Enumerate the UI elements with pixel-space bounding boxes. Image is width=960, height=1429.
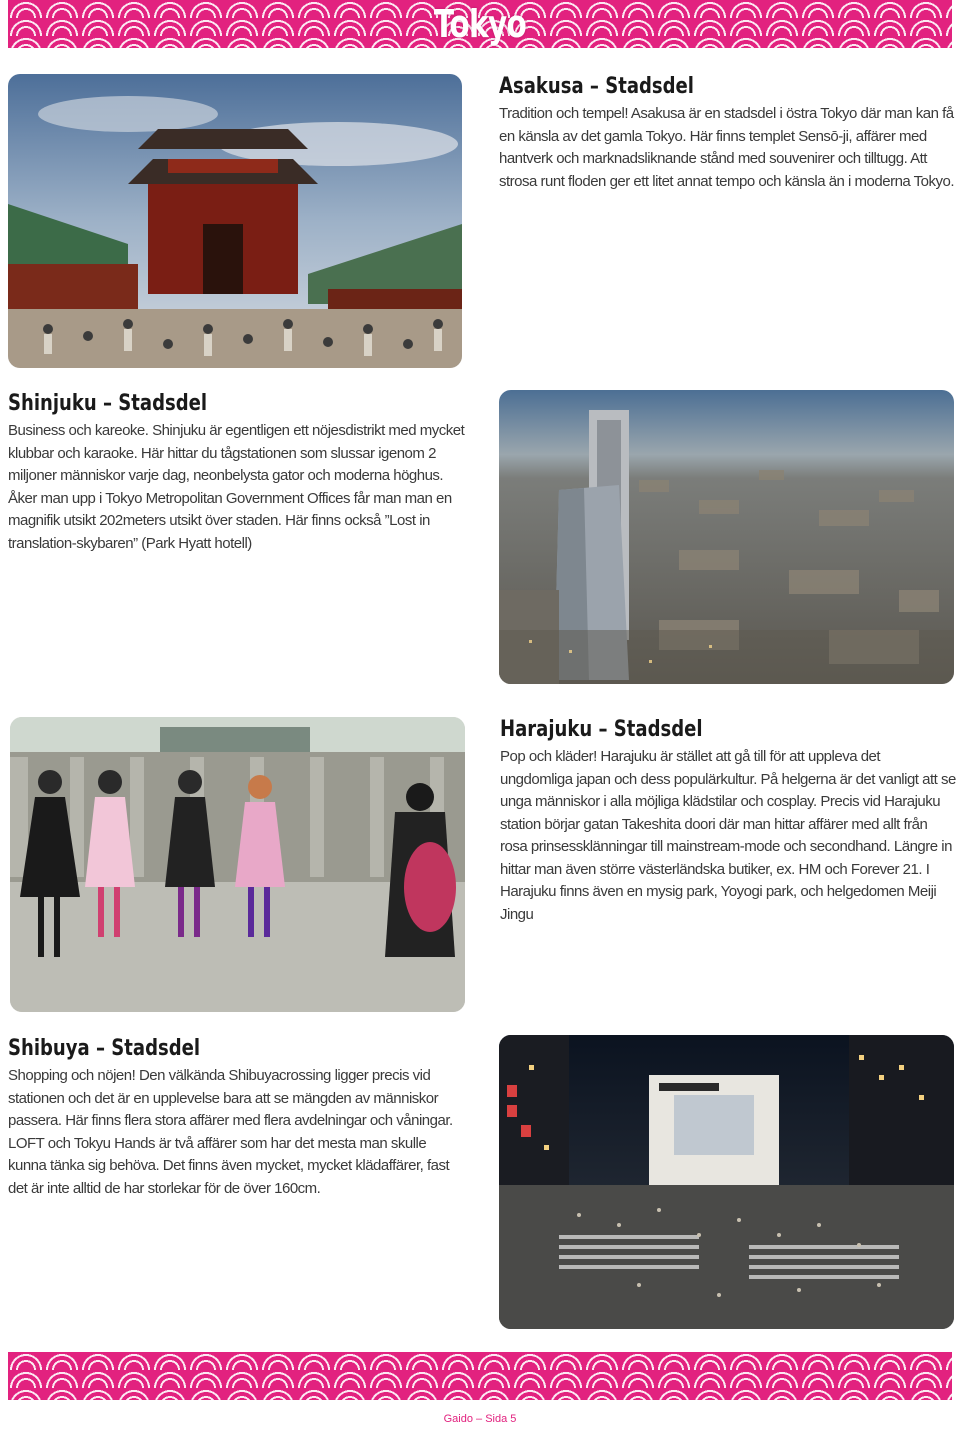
shibuya-body: Shopping och nöjen! Den välkända Shibuyacrossing ligger precis vid stationen och det är en upplevelse bara att se mängden av människor passera. Här finns flera stora affärer med flera avdelningar och våningar. LOFT och Tokyu Hands är två affärer som har det mesta man skulle kunna tänka sig behöva. Det finns även mycket, mycket klädaffärer, fast det är inte alltid de har storlekar för de över 160cm. (8, 1067, 453, 1197)
page-title: Tokyo (433, 2, 527, 46)
harajuku-body: Pop och kläder! Harajuku är stället att gå till för att uppleva det ungdomliga japan och dess populärkultur. På helgerna är det vanligt att se unga människor i alla möjliga klädstilar och cosplay. Precis vid Harajuku station börjar gatan Takeshita doori där man hittar affärer med allt från rosa prinsessklänningar till mainstream-mode och secondhand. Längre in hittar man även större västerländska butiker, ex. HM och Forever 21. I Harajuku finns även en mysig park, Yoyogi park, och helgedomen Meiji Jingu (500, 748, 956, 923)
harajuku-heading: Harajuku – Stadsdel (500, 717, 703, 742)
shibuya-section (8, 1036, 468, 1200)
asakusa-section (499, 74, 954, 193)
shibuya-crossing-photo (499, 1035, 954, 1329)
shinjuku-heading: Shinjuku – Stadsdel (8, 391, 208, 416)
harajuku-section (500, 717, 956, 926)
shibuya-heading: Shibuya – Stadsdel (8, 1036, 201, 1061)
harajuku-girls-photo (10, 717, 465, 1012)
shinjuku-section (8, 391, 468, 555)
asakusa-heading: Asakusa – Stadsdel (499, 74, 694, 99)
bottom-banner (8, 1352, 952, 1400)
asakusa-body: Tradition och tempel! Asakusa är en stadsdel i östra Tokyo där man kan få en känsla av det gamla Tokyo. Här finns templet Sensō-ji, affärer med hantverk och marknadsliknande stånd med souvenirer och tilltugg. Att strosa runt floden ger ett litet annat tempo och känsla än i moderna Tokyo. (499, 105, 955, 190)
shinjuku-skyline-photo (499, 390, 954, 684)
page-footer: Gaido – Sida 5 (443, 1413, 517, 1425)
shinjuku-body: Business och kareoke. Shinjuku är egentligen ett nöjesdistrikt med mycket klubbar och karaoke. Här hittar du tågstationen som slussar igenom 2 miljoner människor varje dag, neonbelysta gator och moderna höghus. Åker man upp i Tokyo Metropolitan Government Offices får man man en magnifik utsikt 202meters utsikt över staden. Här finns också ”Lost in translation-skybaren” (Park Hyatt hotell) (8, 422, 465, 552)
asakusa-temple-photo (8, 74, 462, 368)
